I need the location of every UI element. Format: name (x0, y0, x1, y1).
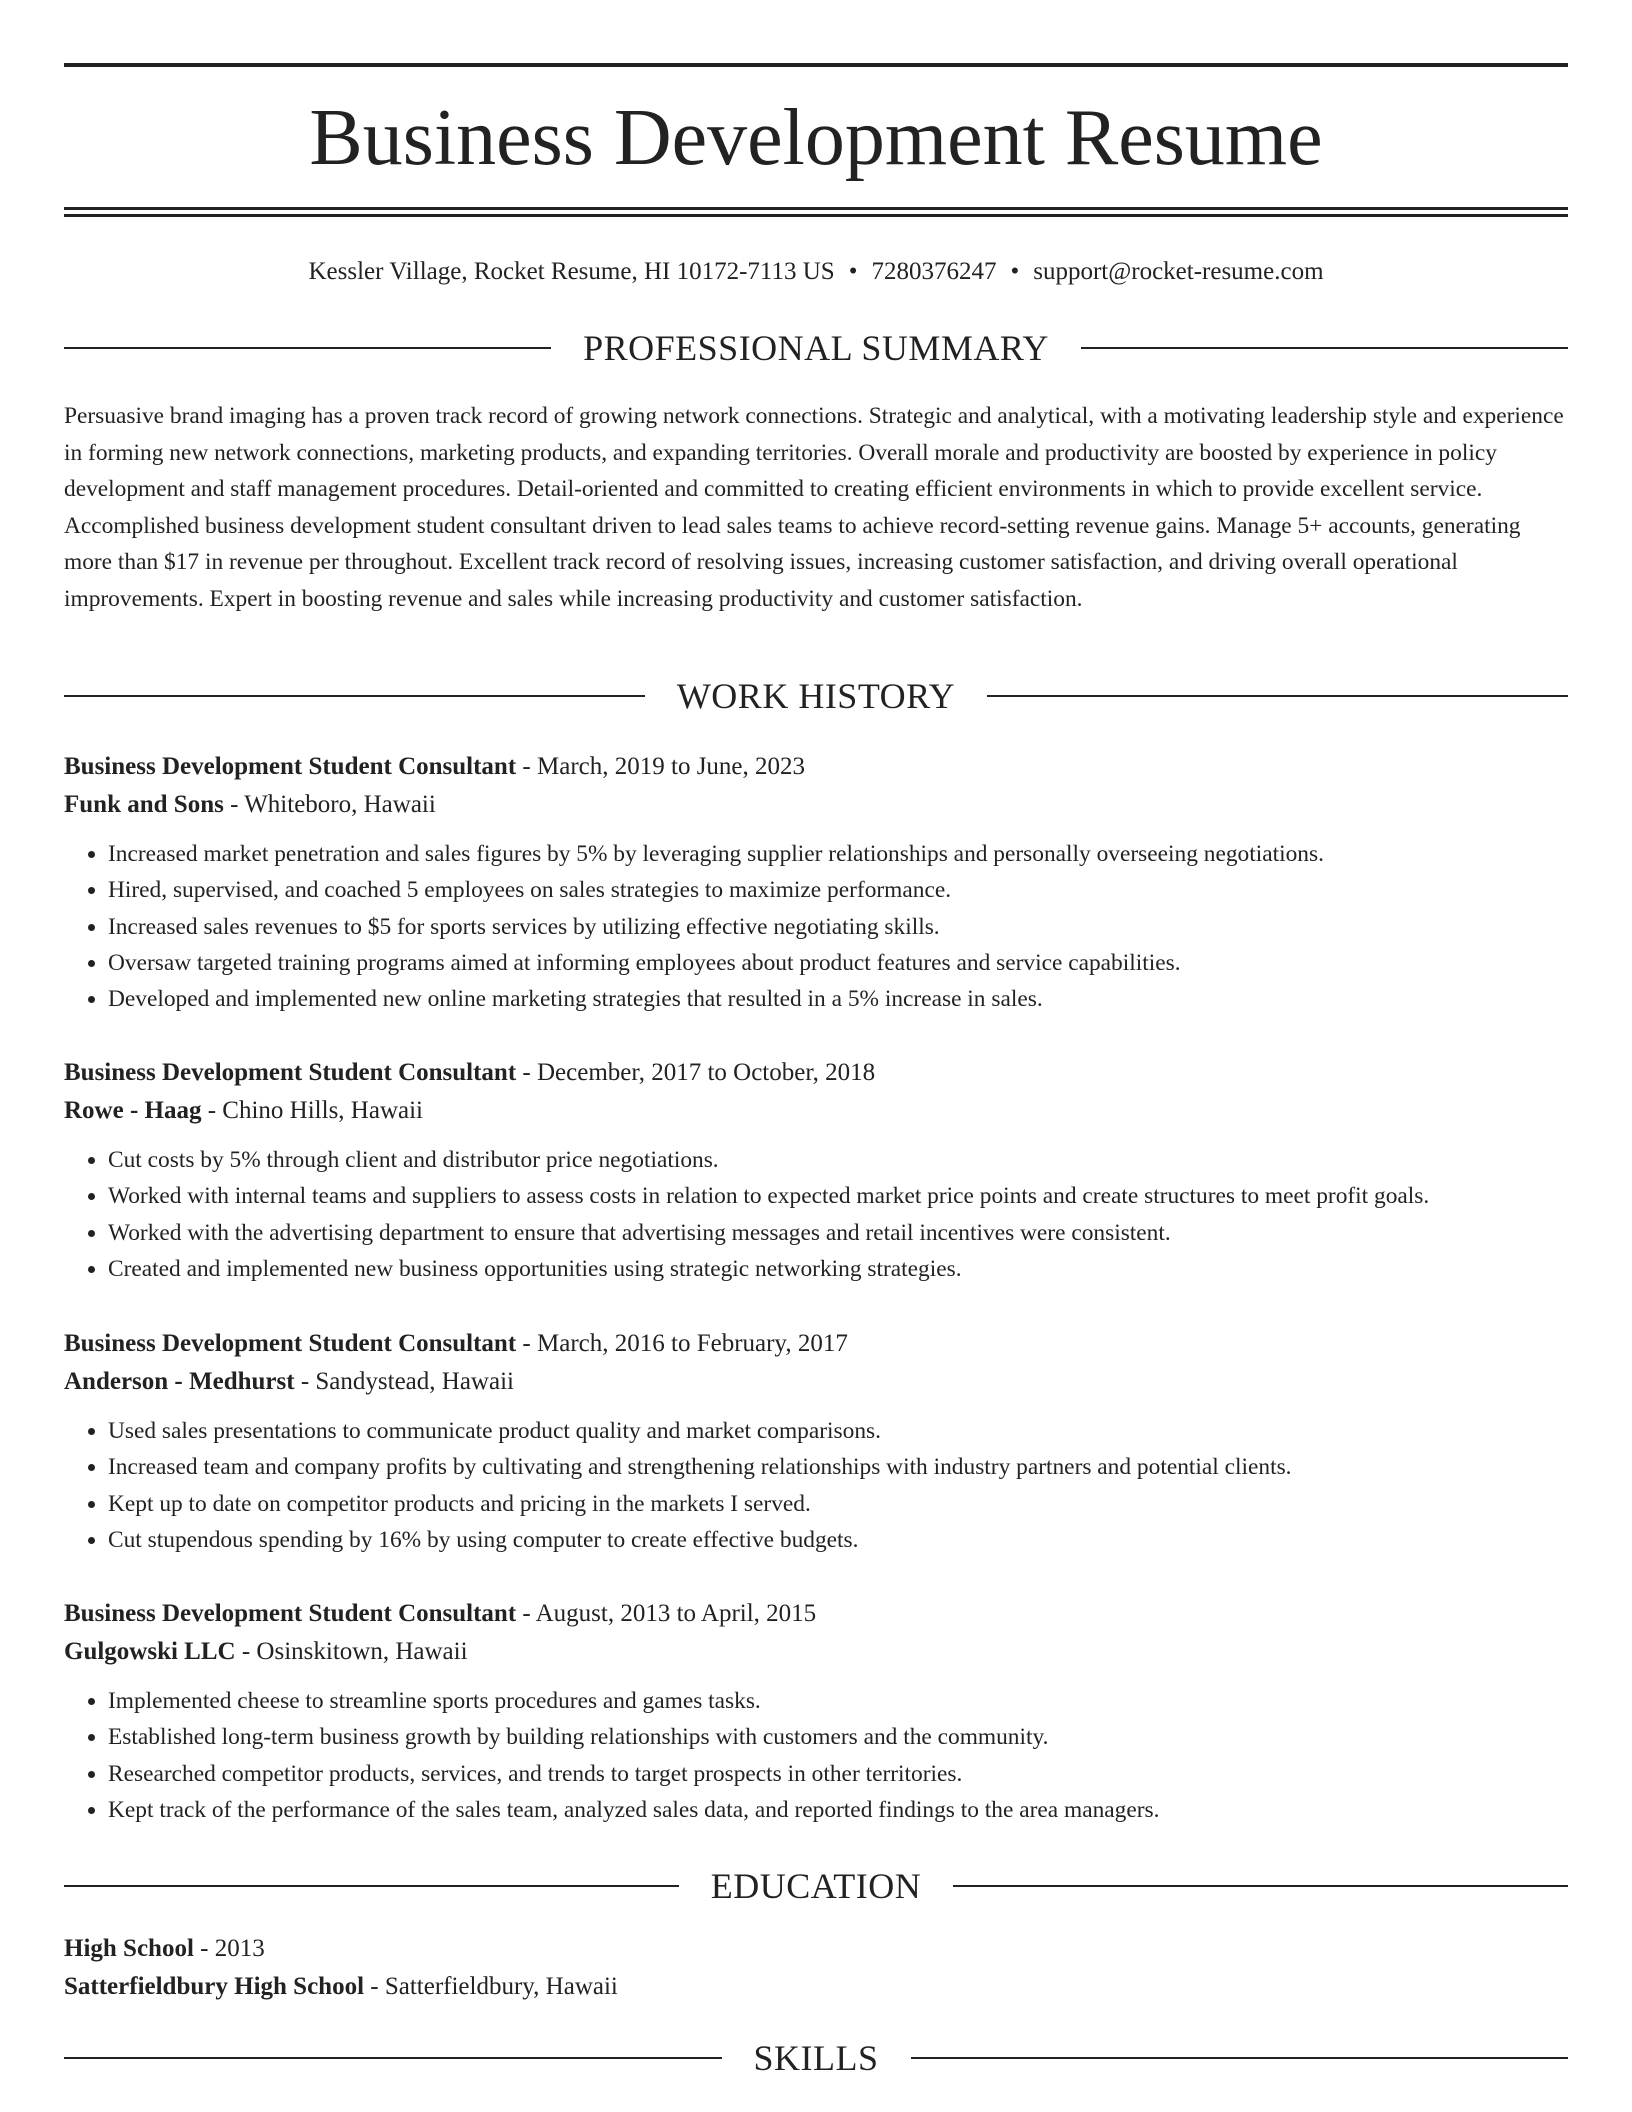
heading-rule (953, 1885, 1568, 1887)
job-company: Gulgowski LLC (64, 1638, 236, 1665)
job-bullet: • Increased market penetration and sales figures by 5% by leveraging supplier relationships and personally overseeing negotiations. (108, 836, 1568, 872)
contact-line (64, 254, 1568, 290)
job-title-line (64, 1325, 1568, 1363)
job-entry (64, 748, 1568, 1017)
section-heading-skills (64, 2036, 1568, 2080)
job-company-line (64, 1633, 1568, 1671)
job-bullet: • Cut costs by 5% through client and distributor price negotiations. (108, 1142, 1568, 1178)
contact-email: support@rocket-resume.com (1033, 258, 1324, 285)
job-entry (64, 1595, 1568, 1828)
job-bullet: • Oversaw targeted training programs aimed at informing employees about product features and service capabilities. (108, 945, 1568, 981)
heading-rule (1081, 347, 1568, 349)
job-bullet: • Worked with the advertising department to ensure that advertising messages and retail incentives were consistent. (108, 1215, 1568, 1251)
job-title: Business Development Student Consultant (64, 1330, 517, 1357)
heading-rule (64, 1885, 679, 1887)
heading-rule (64, 2057, 722, 2059)
job-bullet: • Used sales presentations to communicate product quality and market comparisons. (108, 1413, 1568, 1449)
job-company-line (64, 786, 1568, 824)
job-title-line (64, 748, 1568, 786)
contact-phone: 7280376247 (871, 258, 997, 285)
job-company: Rowe - Haag (64, 1097, 202, 1124)
job-bullet: • Researched competitor products, services, and trends to target prospects in other territories. (108, 1756, 1568, 1792)
job-bullet: • Worked with internal teams and suppliers to assess costs in relation to expected market price points and create structures to meet profit goals. (108, 1178, 1568, 1214)
job-bullet: • Established long-term business growth by building relationships with customers and the community. (108, 1719, 1568, 1755)
heading-rule (64, 695, 645, 697)
job-bullet: • Increased sales revenues to $5 for sports services by utilizing effective negotiating skills. (108, 909, 1568, 945)
job-dates: - March, 2019 to June, 2023 (516, 753, 806, 780)
job-bullet: • Hired, supervised, and coached 5 employees on sales strategies to maximize performance. (108, 872, 1568, 908)
job-location: - Osinskitown, Hawaii (235, 1638, 468, 1665)
job-company-line (64, 1363, 1568, 1401)
job-bullets (64, 1683, 1568, 1828)
professional-summary-text: Persuasive brand imaging has a proven track record of growing network connections. Strategic and analytical, with a motivating leadership style and experience in forming new network connections, marketing products, and expanding territories. Overall morale and productivity are boosted by experience in policy development and staff management procedures. Detail-oriented and committed to creating efficient environments in which to provide excellent service. Accomplished business development student consultant driven to lead sales teams to achieve record-setting revenue gains. Manage 5+ accounts, generating more than $17 in revenue per throughout. Excellent track record of resolving issues, increasing customer satisfaction, and driving overall operational improvements. Expert in boosting revenue and sales while increasing productivity and customer satisfaction. (64, 403, 1564, 612)
job-dates: - December, 2017 to October, 2018 (516, 1059, 876, 1086)
job-entry (64, 1054, 1568, 1287)
education-location: - Satterfieldbury, Hawaii (364, 1973, 618, 2000)
job-bullets (64, 1413, 1568, 1558)
education-degree: High School (64, 1935, 194, 1962)
heading-rule (987, 695, 1568, 697)
education-year: - 2013 (193, 1935, 265, 1962)
job-location: - Whiteboro, Hawaii (223, 791, 436, 818)
job-location: - Sandystead, Hawaii (294, 1368, 514, 1395)
title-double-rule (64, 207, 1568, 217)
section-heading-summary (64, 326, 1568, 370)
job-bullet: • Developed and implemented new online marketing strategies that resulted in a 5% increase in sales. (108, 981, 1568, 1017)
job-dates: - August, 2013 to April, 2015 (516, 1600, 817, 1627)
contact-address: Kessler Village, Rocket Resume, HI 10172-7113 US (308, 258, 835, 285)
education-school: Satterfieldbury High School (64, 1973, 365, 2000)
job-title: Business Development Student Consultant (64, 1600, 517, 1627)
section-heading-label: SKILLS (753, 2038, 879, 2078)
job-company: Funk and Sons (64, 791, 224, 818)
job-bullet: • Kept up to date on competitor products and pricing in the markets I served. (108, 1486, 1568, 1522)
section-heading-work-history (64, 674, 1568, 718)
job-location: - Chino Hills, Hawaii (201, 1097, 423, 1124)
contact-separator: • (848, 258, 858, 285)
top-rule (64, 63, 1568, 67)
job-company: Anderson - Medhurst (64, 1368, 295, 1395)
job-title-line (64, 1054, 1568, 1092)
job-title-line (64, 1595, 1568, 1633)
job-bullet: • Kept track of the performance of the sales team, analyzed sales data, and reported findings to the area managers. (108, 1792, 1568, 1828)
job-entry (64, 1325, 1568, 1558)
job-dates: - March, 2016 to February, 2017 (516, 1330, 848, 1357)
job-title: Business Development Student Consultant (64, 753, 517, 780)
job-bullet: • Created and implemented new business opportunities using strategic networking strategies. (108, 1251, 1568, 1287)
heading-rule (911, 2057, 1569, 2059)
section-heading-label: WORK HISTORY (676, 676, 956, 716)
job-bullet: • Cut stupendous spending by 16% by using computer to create effective budgets. (108, 1522, 1568, 1558)
heading-rule (64, 347, 551, 349)
education-school-line (64, 1968, 1568, 2006)
education-entry (64, 1930, 1568, 2006)
job-bullet: • Implemented cheese to streamline sports procedures and games tasks. (108, 1683, 1568, 1719)
job-title: Business Development Student Consultant (64, 1059, 517, 1086)
section-heading-label: PROFESSIONAL SUMMARY (583, 328, 1049, 368)
section-heading-label: EDUCATION (710, 1866, 922, 1906)
job-bullet: • Increased team and company profits by cultivating and strengthening relationships with industry partners and potential clients. (108, 1449, 1568, 1485)
resume-title: Business Development Resume (309, 94, 1323, 182)
job-company-line (64, 1092, 1568, 1130)
section-heading-education (64, 1864, 1568, 1908)
job-bullets (64, 836, 1568, 1017)
job-bullets (64, 1142, 1568, 1287)
contact-separator: • (1010, 258, 1020, 285)
education-degree-line (64, 1930, 1568, 1968)
